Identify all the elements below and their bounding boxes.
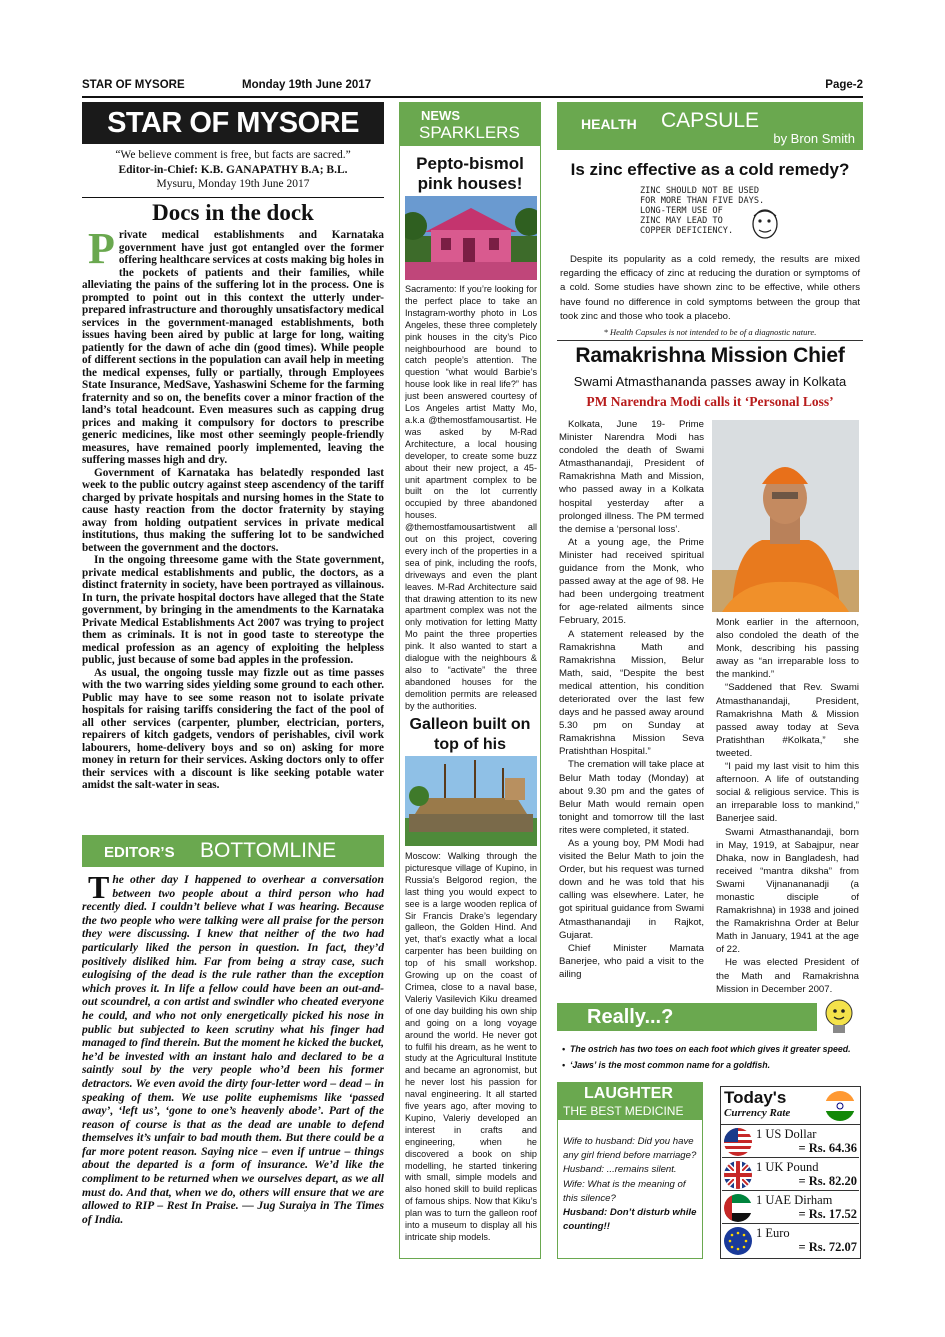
joke-line: Wife to husband: Did you have any girl friend before marriage? <box>563 1136 697 1162</box>
really-facts <box>562 1041 862 1073</box>
health-label-b: CAPSULE <box>661 109 760 132</box>
cartoon-line: FOR MORE THAN FIVE DAYS. <box>640 196 765 206</box>
health-banner <box>557 102 863 150</box>
health-label-a: HEALTH <box>581 116 637 132</box>
currency-name: 1 UAE Dirham <box>756 1193 833 1207</box>
currency-subtitle: Currency Rate <box>724 1107 791 1119</box>
really-label: Really...? <box>587 1006 674 1028</box>
mission-paragraph: Monk earlier in the afternoon, also condoled the death of the Monk, describing his passing away as “an irreparable loss to the mankind.” <box>716 617 859 681</box>
divider <box>720 1124 861 1125</box>
mission-paragraph: Chief Minister Mamata Banerjee, who paid a visit to the ailing <box>559 942 704 980</box>
currency-value: = Rs. 72.07 <box>798 1240 857 1254</box>
bottomline-label-a: EDITOR’S <box>104 844 175 861</box>
mission-column-1 <box>559 418 704 998</box>
eu-flag-icon <box>724 1227 752 1255</box>
divider <box>557 340 863 341</box>
masthead-motto: “We believe comment is free, but facts are sacred.” <box>115 149 351 161</box>
mission-paragraph: Swami Atmasthanandaji, born in May, 1919, at Sabajpur, near Dhaka, now in Bangladesh, had received “mantra diksha” from Swami Vijnanananadji (a monastic disciple of Ramakrishna) in 1938 and joined the Ramakrishna Order at Belur Math in January, 1941 at the age of 22. <box>716 826 859 956</box>
bottomline-label-b: BOTTOMLINE <box>200 839 337 862</box>
mission-paragraph: As a young boy, PM Modi had visited the Belur Math to join the Order, but his request was turned down and he was told that his calling was elsewhere. Later, he got spiritual guidance from Swami Atmasthanandaji in Rajkot, Gujarat. <box>559 838 704 941</box>
mission-paragraph: A statement released by the Ramakrishna Math and Ramakrishna Mission, Belur Math, said, “Despite the best medical attention, his condition deteriorated over the last few days and he passed away around 5.30 pm on Sunday at Ramakrishna Mission Seva Pratishthan Hospital.” <box>559 628 704 758</box>
currency-value: = Rs. 64.36 <box>798 1141 857 1155</box>
sparklers-story2-body: Moscow: Walking through the picturesque village of Kupino, in Russia’s Belgorod region, the last thing you would expect to see is a large wooden replica of Sir Francis Drake’s legendary galleon, the Golden Hind. And yet, that’s exactly what a local carpenter has been building on top of his small workshop. Growing up on the coast of Crimea, close to a naval base, Valeriy Vasilevich Kiku dreamed of one day building his own ship and going on a long voyage around the world. He never got to fulfil his dream, as he went to study at the Agricultural Institute and became an agronomist, but he never lost his passion for naval engineering. It all started five years ago, after moving to Kupino, Valeriy developed an interest in crafts and engineering, when he discovered a book on ship modelling, he started tinkering with small, simple models and also honed skill to build replicas of famous ships. Now that Kiku’s plan was to turn the galleon roof into a museum to display all his intricate ship models. <box>405 851 537 1242</box>
currency-row <box>722 1192 859 1224</box>
mission-column-2 <box>716 616 859 998</box>
bottomline-dropcap: T <box>88 873 110 905</box>
galleon-photo <box>405 756 537 846</box>
divider <box>82 197 384 198</box>
india-flag-icon <box>824 1090 856 1122</box>
masthead-editor: Editor-in-Chief: K.B. GANAPATHY B.A; B.L. <box>118 163 348 176</box>
editorial-dropcap: P <box>88 229 115 273</box>
sparklers-label-b: SPARKLERS <box>419 123 520 142</box>
editorial-paragraph: rivate medical establishments and Karnataka government have just got entangled over the former offering healthcare services at costs making big holes in the pockets of patients and their families, while alleviating the pains of the suffering lot in the process. One is prompted to point out in this context the utterly under-prepared infrastructure and thoroughly unsatisfactory medical services in the government-managed establishments, both issues having been aired by public at large for long, waiting patiently for the dawn of ache din (good times). While people of different sections in the population can avail help in meeting the medical expenses, fully or partially, through Employees State Insurance, MedSave, Yashaswini Scheme for the farming fraternity and so on, the benefits cover a minor fraction of the land’s total headcount. Even measures such as capping drug prices and making it compulsory for doctors to prescribe generic medicines, like most other seemingly people-friendly measures, have remained poorly implemented, leaving the suffering masses high and dry. <box>82 229 384 466</box>
lightbulb-icon <box>818 996 860 1038</box>
currency-name: 1 Euro <box>756 1226 790 1240</box>
currency-row <box>722 1159 859 1191</box>
joke-line: Husband: ...remains silent. <box>563 1164 677 1176</box>
really-fact-text: ‘Jaws’ is the most common name for a goldfish. <box>569 1060 771 1070</box>
health-disclaimer: * Health Capsules is not intended to be of a diagnostic nature. <box>603 327 817 337</box>
bottomline-body <box>82 873 384 1258</box>
laughter-label-b: THE BEST MEDICINE <box>563 1104 684 1118</box>
sparklers-story1-title: Pepto-bismol pink houses! <box>416 154 524 193</box>
laughter-banner <box>557 1082 703 1120</box>
editorial-paragraph: Government of Karnataka has belatedly responded last week to the public outcry against steep ascendency of the tariff charged by private hospitals and nursing homes in the State to cause hasty reaction from the doctor fraternity by staying away from holding outpatient services in private medical institutions, thus making the suffering lot to be sandwiched between the government and the doctors. <box>82 466 384 554</box>
editorial-paragraph: As usual, the ongoing tussle may fizzle out as time passes with the two warring sides yielding some ground to each other. Public may have to see some reason not to isolate private hospitals for raising tariffs considering the fact of the pool of all other services (carpenter, plumber, electrician, porters, repairers of kitch gadgets, vendors of perishables, civil work labourers, home-delivery boys and so on) asking for more money in return for their services. Asking doctors only to offer their services with a discount is like seeking potable water amidst the salt-water in seas. <box>82 666 384 791</box>
bottomline-banner <box>82 835 384 867</box>
laughter-label-a: LAUGHTER <box>584 1085 673 1102</box>
uk-flag-icon <box>724 1161 752 1189</box>
health-body: Despite its popularity as a cold remedy, the results are mixed regarding the efficacy of zinc at reducing the duration or symptoms of a cold. Some studies have shown zinc to be effective, while others have found no difference in cold symptoms between the group that took zinc and those who took a placebo. <box>560 254 860 322</box>
masthead-dateline: Mysuru, Monday 19th June 2017 <box>156 178 310 190</box>
pink-house-photo <box>405 196 537 280</box>
cartoon-line: LONG-TERM USE OF <box>640 206 723 216</box>
header-paper-name: STAR OF MYSORE <box>82 79 185 91</box>
cartoon-line: COPPER DEFICIENCY. <box>640 226 734 236</box>
really-fact: • The ostrich has two toes on each foot which gives it greater speed. <box>562 1044 851 1054</box>
mission-paragraph: “I paid my last visit to him this afternoon. A life of outstanding social & religious service. This is an irreparable loss to mankind,” Banerjee said. <box>716 761 859 825</box>
sparklers-story2-title: Galleon built on top of his <box>409 716 531 753</box>
uae-flag-icon <box>724 1194 752 1222</box>
joke-line: Husband: Don’t disturb while counting!! <box>563 1207 697 1233</box>
sparklers-label-a: NEWS <box>421 108 460 123</box>
mission-paragraph: At a young age, the Prime Minister had received spiritual guidance from the Monk, who passed away at the age of 98. He had been undergoing treatment for age-related ailments since February, 2015. <box>559 536 704 627</box>
really-fact: • ‘Jaws’ is the most common name for a goldfish. <box>562 1060 771 1070</box>
currency-name: 1 US Dollar <box>756 1127 817 1141</box>
mission-title: Ramakrishna Mission Chief <box>575 344 845 367</box>
currency-row <box>722 1225 859 1257</box>
editorial-body <box>82 229 384 829</box>
currency-title: Today's <box>724 1088 787 1107</box>
laughter-body <box>563 1135 699 1234</box>
mission-paragraph: Kolkata, June 19- Prime Minister Narendra Modi has condoled the death of Swami Atmasthanandaji, President of Ramakrishna Math and Mission, who passed away in a Kolkata hospital yesterday after a prolonged illness. The PM termed the demise a ‘personal loss’. <box>559 419 704 535</box>
mission-paragraph: He was elected President of the Math and Ramakrishna Mission in December 2007. <box>716 957 859 995</box>
currency-value: = Rs. 17.52 <box>798 1207 857 1221</box>
health-byline: by Bron Smith <box>773 131 855 146</box>
currency-name: 1 UK Pound <box>756 1160 819 1174</box>
mission-paragraph: The cremation will take place at Belur Math today (Monday) at about 9.30 pm and the gates of Belur Math would remain open tonight and tomorrow till the last rites were completed, it stated. <box>559 759 704 836</box>
bottomline-text: he other day I happened to overhear a conversation between two people about a third person who had recently died. I couldn’t believe what I was hearing. Because the two people who were talking were all praise for the person they were discussing. I knew that neither of the two had particularly liked the person in question. In fact, they’d positively disliked him. Far from being a stray case, such eulogising of the dead is the rule rather than the exception which proves it. In life a fellow could have been an out-and-out scoundrel, a con artist and swindler who cheated everyone he could, and who not only energetically picked his nose in public but subjected to keen scrutiny what his finger had managed to find therein. But the moment he kicked the bucket, he’d be invested with an instant halo and declared to be a saintly soul by the very people who’d been his former detractors. We even avoid the dirty four-letter word – dead – in speaking of them. We use polite euphemisms like ‘passed away’, ‘left us’, ‘gone to one’s heavenly abode’. Part of the reason of course is that as the dead are unable to defend themselves it’s unfair to bad mouth them. But there could be a far more potent reason. Saying nice – even if untrue – things about the departed is a form of insurance. We’d like the compliment to be returned when we ourselves depart, as we all must do. And that, when we do, others will ensure that we are allowed to RIP – Rest In Praise. — Jug Suraiya in The Times of India. <box>82 873 384 1226</box>
mission-paragraph: “Saddened that Rev. Swami Atmasthanandaji, President, Ramakrishna Math & Mission passed away today at Seva Pratishthan #Kolkata,” she tweeted. <box>716 682 859 759</box>
page-header <box>82 76 863 98</box>
masthead-info <box>82 148 384 192</box>
currency-value: = Rs. 82.20 <box>798 1174 857 1188</box>
joke-line: Wife: What is the meaning of this silence? <box>563 1178 686 1204</box>
cartoon-line: ZINC SHOULD NOT BE USED <box>640 186 759 196</box>
mission-kicker: PM Narendra Modi calls it ‘Personal Loss’ <box>586 394 834 409</box>
us-flag-icon <box>724 1128 752 1156</box>
really-fact-text: The ostrich has two toes on each foot which gives it greater speed. <box>569 1044 851 1054</box>
currency-row <box>722 1126 859 1158</box>
cartoon-line: ZINC MAY LEAD TO <box>640 216 723 226</box>
header-page-number: Page-2 <box>825 79 863 91</box>
header-date: Monday 19th June 2017 <box>242 79 372 91</box>
mission-subtitle: Swami Atmasthananda passes away in Kolkata <box>573 374 847 389</box>
editorial-title: Docs in the dock <box>152 200 314 225</box>
sparklers-story1-body: Sacramento: If you’re looking for the perfect place to take an Instagram-worthy photo in Los Angeles, these three completely pink houses in the city’s Pico neighbourhood are bound to catch people’s attention. The question “what would Barbie’s house look like in real life?” has just been answered courtesy of Los Angeles artist Matty Mo, a.k.a @themostfamousartist. He was asked by M-Rad Architecture, a local housing developer, to create some buzz about their new project, a 45-unit apartment complex to be built on the lot currently occupied by three abandoned houses. @themostfamousartistwent all out on this project, covering every inch of the properties in a sea of pink, including the roofs, driveways and even the plant leaves. M-Rad Architecture said that drawing attention to its new apartment complex was not the only motivation for letting Matty Mo paint the three properties pink. It also wanted to start a dialogue with the neighbours & also to “activate” the three abandoned houses for the demolition permits are released by the authorities. <box>405 284 537 711</box>
sparklers-banner <box>399 102 541 146</box>
cartoon-face-icon <box>748 206 782 246</box>
editorial-paragraph: In the ongoing threesome game with the State government, private medical establishments and public, the doctors, as a distinct fraternity in society, have been portrayed as villainous. In turn, the private hospital doctors have alleged that the State government, by bringing in the amendments to the Karnataka Private Medical Establishments Act 2007 was trying to project them as criminals. It is not in good taste to stereotype the medical profession as an agency of exploiting the helpless public, just because of some bad apples in the profession. <box>82 554 384 666</box>
health-question: Is zinc effective as a cold remedy? <box>570 160 850 179</box>
swami-photo <box>712 420 859 612</box>
masthead-title: STAR OF MYSORE <box>82 102 384 144</box>
really-banner <box>557 1003 817 1031</box>
